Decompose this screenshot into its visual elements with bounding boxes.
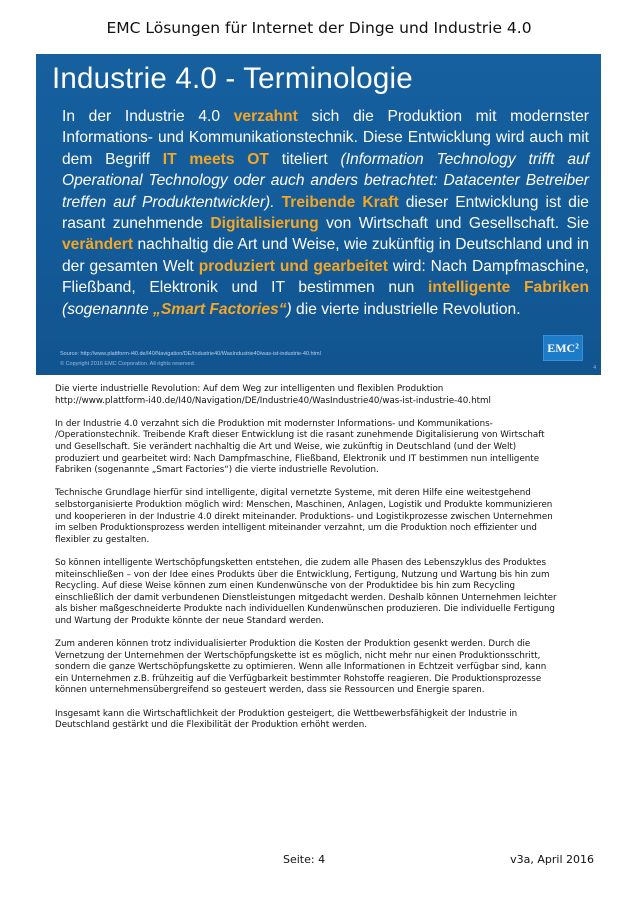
slide-highlight-term: Digitalisierung	[210, 215, 319, 233]
slide-highlight-term: Treibende Kraft	[281, 193, 399, 211]
slide-text-segment: )	[286, 300, 292, 318]
slide-highlight-term: intelligente Fabriken	[428, 279, 590, 297]
slide-text-segment: In der Industrie 4.0	[62, 108, 234, 125]
body-paragraph: Insgesamt kann die Wirtschaftlichkeit der Produktion gesteigert, die Wettbewerbsfähigkeit der Industrie in Deutschland gestärkt und die Flexibilität der Produktion erhöht werden.	[55, 708, 518, 731]
slide-body-text	[62, 106, 589, 320]
body-paragraph: Technische Grundlage hierfür sind intelligente, digital vernetzte Systeme, mit deren Hilfe eine weitestgehend selbstorganisierte Produktion möglich wird: Menschen, Maschinen, Anlagen, Logistik und Produkte kommunizieren und kooperieren in der Industrie 4.0 direkt miteinander. Produktions- und Logistikprozesse zwischen Unternehmen im selben Produktionsprozess werden intelligent miteinander verzahnt, um die Produktion noch effizienter und flexibler zu gestalten.	[55, 488, 553, 545]
slide-page-number: 4	[593, 365, 596, 371]
slide-text-segment: von Wirtschaft und Gesellschaft. Sie	[318, 215, 589, 233]
body-paragraph: So können intelligente Wertschöpfungsketten entstehen, die zudem alle Phasen des Lebenszyklus des Produktes miteinschließen – von der Idee eines Produkts über die Entwicklung, Fertigung, Nutzung und Wartung bis hin zum Recycling. Auf diese Weise können zum einen Kundenwünsche von der Produktidee bis hin zum Recycling einschließlich der damit verbundenen Dienstleistungen mitgedacht werden. Deshalb können Unternehmen leichter als bisher maßgeschneiderte Produkte nach individuellen Kundenwünschen produzieren. Die individuelle Fertigung und Wartung der Produkte könnte der neue Standard werden.	[55, 557, 557, 626]
slide-highlight-term: verzahnt	[233, 108, 298, 125]
footer-version: v3a, April 2016	[510, 853, 594, 866]
slide-text-segment	[275, 194, 282, 211]
emc-logo-icon: EMC²	[543, 335, 583, 361]
slide-text-segment: sich die Produktion mit modernster Informations- und Kommunikationstechnik. Diese Entwicklung wird auch mit dem Begriff	[62, 108, 589, 168]
footer-page-number: Seite: 4	[283, 853, 326, 866]
slide-highlight-term: verändert	[62, 236, 134, 254]
slide-highlight-term: produziert und gearbeitet	[198, 257, 388, 275]
slide-title: Industrie 4.0 - Terminologie	[52, 62, 413, 95]
slide-copyright: © Copyright 2016 EMC Corporation. All rights reserved.	[60, 361, 196, 367]
slide-text-segment: dieser Entwicklung ist die rasant zunehmende	[62, 193, 589, 233]
document-body	[55, 384, 585, 743]
slide-highlight-term: „Smart Factories“	[153, 300, 287, 318]
slide-text-segment: die vierte industrielle Revolution.	[291, 300, 521, 318]
slide-highlight-term: IT meets OT	[162, 150, 269, 168]
slide-image	[36, 54, 601, 375]
body-paragraph: In der Industrie 4.0 verzahnt sich die Produktion mit modernster Informations- und Kommunikations- /Operationstechnik. Treibende Kraft dieser Entwicklung ist die rasant zunehmende Digitalisierung von Wirtschaft und Gesellschaft. Sie verändert nachhaltig die Art und Weise, wie zukünftig in Deutschland (und der Welt) produziert und gearbeitet wird: Nach Dampfmaschine, Fließband, Elektronik und IT bestimmen nun intelligente Fabriken (sogenannte „Smart Factories“) die vierte industrielle Revolution.	[55, 418, 545, 476]
slide-text-segment: nachhaltig die Art und Weise, wie zukünftig in Deutschland und in der gesamten Welt	[62, 236, 589, 275]
body-paragraph: Die vierte industrielle Revolution: Auf dem Weg zur intelligenten und flexiblen Produktion http://www.plattform-i40.de/I40/Navigation/DE/Industrie40/WasIndustrie40/was-ist-industrie-40.html	[55, 384, 491, 406]
page-header-title: EMC Lösungen für Internet der Dinge und Industrie 4.0	[106, 19, 532, 37]
body-paragraph: Zum anderen können trotz individualisierter Produktion die Kosten der Produktion gesenkt werden. Durch die Vernetzung der Unternehmen der Wertschöpfungskette ist es möglich, nicht mehr nur einen Produktionsschritt, sondern die ganze Wertschöpfungskette zu optimieren. Wenn alle Informationen in Echtzeit verfügbar sind, kann ein Unternehmen z.B. frühzeitig auf die Verfügbarkeit bestimmter Rohstoffe reagieren. Die Produktionsprozesse können unternehmensübergreifend so gesteuert werden, dass sie Ressourcen und Energie sparen.	[55, 639, 547, 696]
slide-text-segment: titeliert	[268, 150, 341, 168]
slide-text-segment: (sogenannte	[62, 300, 154, 318]
slide-text-segment: (Information Technology trifft auf Operational Technology oder auch anders betrachtet: Datacenter Betreiber treffen auf Produktentwickler).	[62, 150, 589, 211]
slide-source: Source: http://www.plattform-i40.de/I40/Navigation/DE/Industrie40/WasIndustrie40/was-ist-industrie-40.html	[60, 351, 321, 357]
slide-text-segment: wird: Nach Dampfmaschine, Fließband, Elektronik und IT bestimmen nun	[62, 257, 589, 297]
